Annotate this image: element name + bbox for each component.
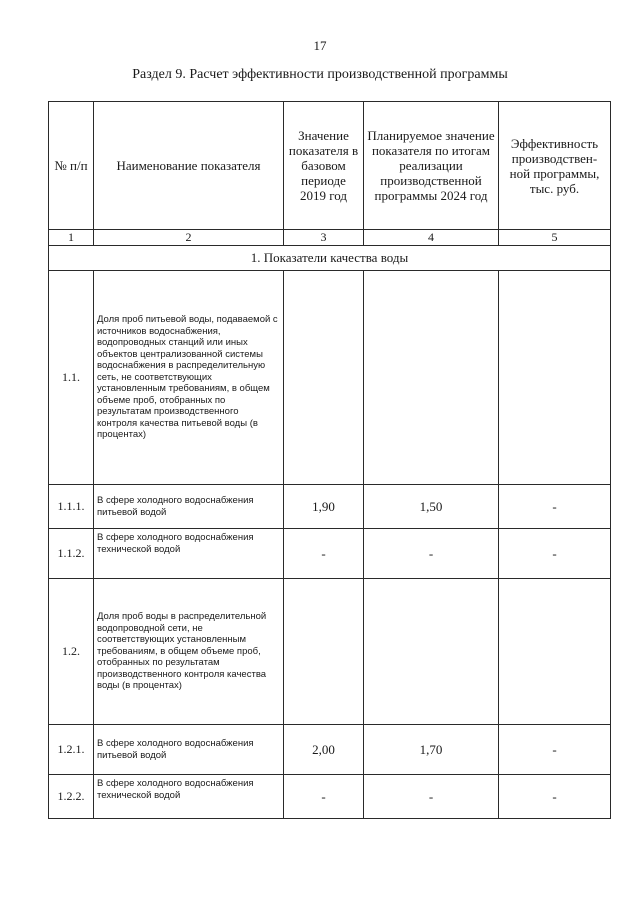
row-number: 1.2. (49, 579, 94, 725)
header-indicator-name: Наименование показателя (94, 102, 284, 230)
row-plan-value: 1,50 (364, 485, 499, 529)
header-planned-value: Планируемое значение показателя по итогам реализации производственной программы 2024 год (364, 102, 499, 230)
section-row (49, 246, 611, 271)
table-row (49, 271, 611, 485)
row-name: В сфере холодного водоснабжения технической водой (94, 775, 284, 819)
row-plan-value (364, 271, 499, 485)
row-base-value: - (284, 775, 364, 819)
row-number: 1.2.2. (49, 775, 94, 819)
row-name: В сфере холодного водоснабжения питьевой водой (94, 725, 284, 775)
row-plan-value (364, 579, 499, 725)
row-base-value (284, 579, 364, 725)
column-index-row (49, 230, 611, 246)
row-number: 1.1.1. (49, 485, 94, 529)
column-index: 2 (94, 230, 284, 246)
row-base-value: - (284, 529, 364, 579)
header-base-value: Значение показателя в базовом периоде 2019 год (284, 102, 364, 230)
row-name: Доля проб воды в распределительной водопроводной сети, не соответствующих установленным требованиям, в общем объеме проб, отобранных по результатам производственного контроля качества воды (в процентах) (94, 579, 284, 725)
row-name: Доля проб питьевой воды, подаваемой с источников водоснабжения, водопроводных станций или иных объектов централизованной системы водоснабжения в распределительную сеть, не соответствующих установленным требованиям, в общем объеме проб, отобранных по результатам производственного контроля качества питьевой воды (в процентах) (94, 271, 284, 485)
row-base-value: 2,00 (284, 725, 364, 775)
row-name: В сфере холодного водоснабжения питьевой водой (94, 485, 284, 529)
column-index: 4 (364, 230, 499, 246)
header-number: № п/п (49, 102, 94, 230)
table-row (49, 579, 611, 725)
row-plan-value: - (364, 529, 499, 579)
row-efficiency (499, 579, 611, 725)
row-number: 1.1.2. (49, 529, 94, 579)
row-plan-value: - (364, 775, 499, 819)
column-index: 5 (499, 230, 611, 246)
page-number: 17 (313, 38, 327, 53)
table-row (49, 725, 611, 775)
efficiency-table (48, 101, 611, 819)
table-header-row (49, 102, 611, 230)
row-efficiency: - (499, 529, 611, 579)
column-index: 3 (284, 230, 364, 246)
row-base-value: 1,90 (284, 485, 364, 529)
row-efficiency (499, 271, 611, 485)
row-plan-value: 1,70 (364, 725, 499, 775)
column-index: 1 (49, 230, 94, 246)
table-row (49, 529, 611, 579)
row-number: 1.1. (49, 271, 94, 485)
row-name: В сфере холодного водоснабжения технической водой (94, 529, 284, 579)
row-base-value (284, 271, 364, 485)
table-row (49, 775, 611, 819)
table-row (49, 485, 611, 529)
section-title: 1. Показатели качества воды (49, 246, 611, 271)
header-efficiency: Эффективность производствен-ной программы, тыс. руб. (499, 102, 611, 230)
row-efficiency: - (499, 725, 611, 775)
row-efficiency: - (499, 775, 611, 819)
row-efficiency: - (499, 485, 611, 529)
section-title-heading: Раздел 9. Расчет эффективности производственной программы (132, 67, 508, 82)
row-number: 1.2.1. (49, 725, 94, 775)
